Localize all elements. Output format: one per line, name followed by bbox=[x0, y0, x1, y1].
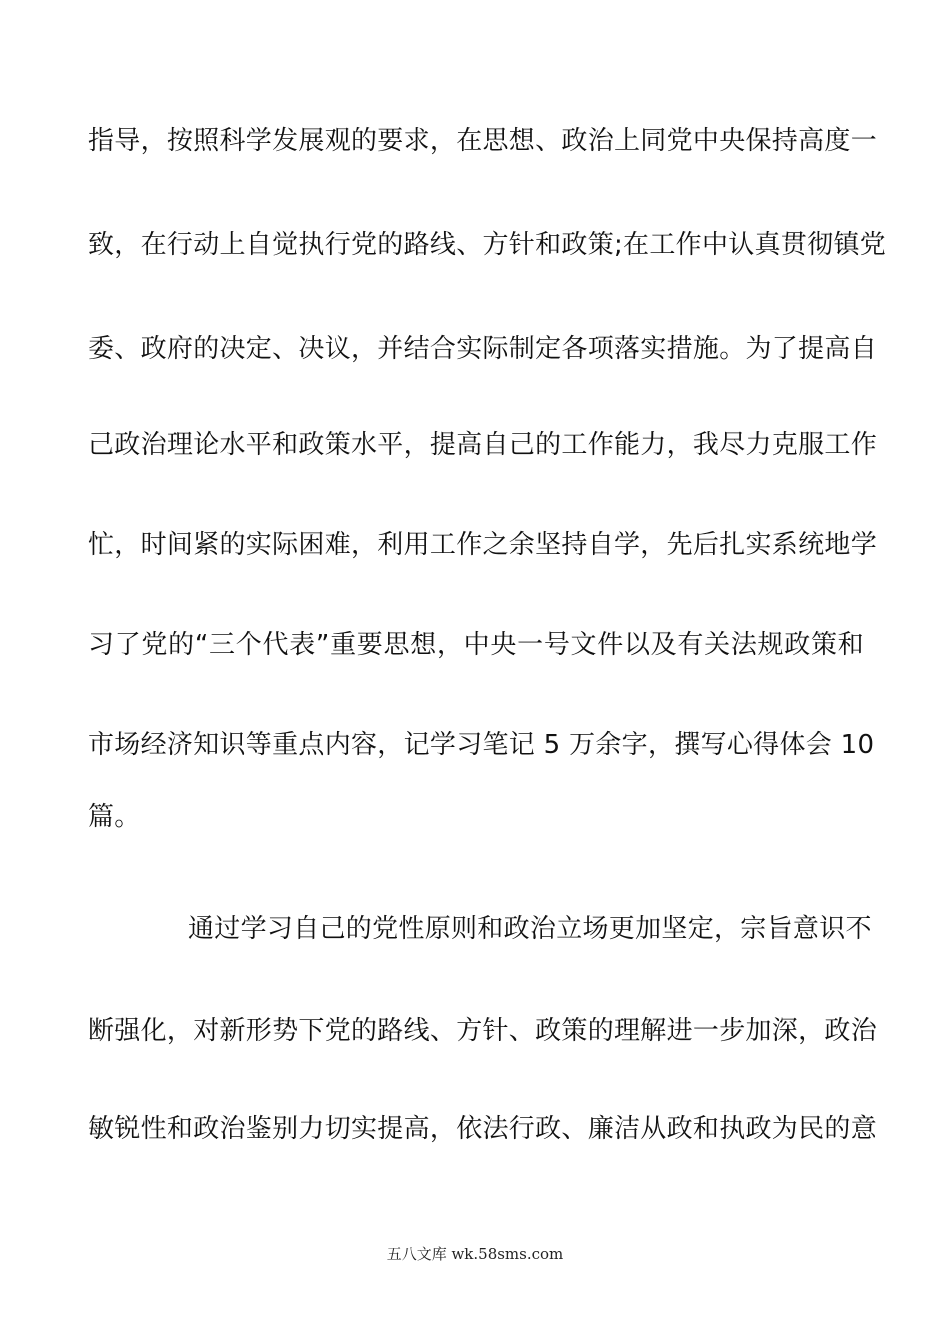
paragraph-first-line: 通过学习自己的党性原则和政治立场更加坚定，宗旨意识不 bbox=[188, 914, 872, 944]
paragraph-line: 忙，时间紧的实际困难，利用工作之余坚持自学，先后扎实系统地学 bbox=[88, 530, 878, 560]
paragraph-line: 敏锐性和政治鉴别力切实提高，依法行政、廉洁从政和执政为民的意 bbox=[88, 1114, 878, 1144]
paragraph-line: 致，在行动上自觉执行党的路线、方针和政策;在工作中认真贯彻镇党 bbox=[88, 230, 887, 260]
footer-watermark: 五八文库 wk.58sms.com bbox=[386, 1245, 564, 1263]
paragraph-line-last: 篇。 bbox=[88, 802, 141, 832]
paragraph-line: 指导，按照科学发展观的要求，在思想、政治上同党中央保持高度一 bbox=[88, 126, 878, 156]
paragraph-line: 市场经济知识等重点内容，记学习笔记 5 万余字，撰写心得体会 10 bbox=[88, 730, 875, 760]
paragraph-line: 断强化，对新形势下党的路线、方针、政策的理解进一步加深，政治 bbox=[88, 1016, 878, 1046]
paragraph-line: 习了党的“三个代表”重要思想，中央一号文件以及有关法规政策和 bbox=[88, 630, 864, 660]
paragraph-line: 己政治理论水平和政策水平，提高自己的工作能力，我尽力克服工作 bbox=[88, 430, 878, 460]
paragraph-line: 委、政府的决定、决议，并结合实际制定各项落实措施。为了提高自 bbox=[88, 334, 878, 364]
